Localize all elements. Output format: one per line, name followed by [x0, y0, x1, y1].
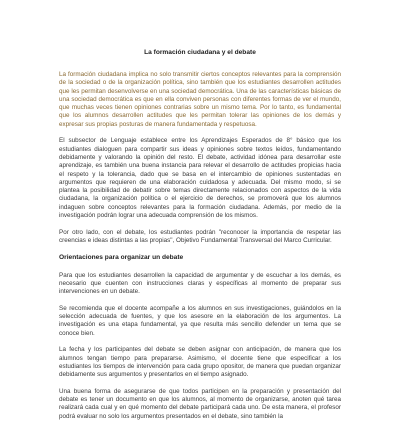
- intro-paragraph-3: Por otro lado, con el debate, los estudiantes podrán "reconocer la importancia de respetar las creencias e ideas distintas a las propias", Objetivo Fundamental Transversal del Marco Curricular.: [59, 228, 341, 244]
- section-heading: Orientaciones para organizar un debate: [59, 253, 184, 261]
- intro-paragraph-2: El subsector de Lenguaje establece entre los Aprendizajes Esperados de 8° básico que los estudiantes dialoguen para compartir sus ideas y opiniones sobre textos leídos, fundamentando debidamente y valorando la opinión del resto. El debate, actividad idónea para desarrollar este aprendizaje, es también una buena instancia para relevar el desarrollo de actitudes propicias hacia el respeto y la tolerancia, dado que se basa en el intercambio de opiniones sustentadas en argumentos que requieren de una elaboración cuidadosa y adecuada. Del mismo modo, si se plantea la posibilidad de debatir sobre temas directamente relacionados con aspectos de la vida ciudadana, la organización política o el ejercicio de derechos, se promoverá que los alumnos indaguen sobre conceptos relevantes para la formación ciudadana. Además, por medio de la investigación podrán lograr una adecuada comprensión de los mismos.: [59, 137, 341, 220]
- section-paragraph-1: Para que los estudiantes desarrollen la capacidad de argumentar y de escuchar a los demás, es necesario que cuenten con instrucciones claras y específicas al momento de preparar sus intervenciones en un debate.: [59, 271, 341, 296]
- document-title: La formación ciudadana y el debate: [144, 49, 256, 56]
- section-paragraph-3: La fecha y los participantes del debate se deben asignar con anticipación, de manera que los alumnos tengan tiempo para prepararse. Asimismo, el docente tiene que especificar a los estudiantes los tiempos de intervención para cada grupo opositor, de manera que puedan organizar debidamente sus argumentos y presentarlos en el tiempo asignado.: [59, 346, 341, 379]
- intro-paragraph-1: La formación ciudadana implica no solo transmitir ciertos conceptos relevantes para la comprensión de la sociedad o de la organización política, sino también que los estudiantes desarrollen actitudes que les permitan desenvolverse en una sociedad democrática. Una de las características básicas de una sociedad democrática es que en ella conviven personas con diferentes formas de ver el mundo, que muchas veces tienen opiniones contrarias sobre un mismo tema. Por lo tanto, es fundamental que los alumnos desarrollen actitudes que les permitan tolerar las opiniones de los demás y expresar sus propias posturas de manera fundamentada y respetuosa.: [59, 71, 341, 128]
- section-paragraph-2: Se recomienda que el docente acompañe a los alumnos en sus investigaciones, guiándolos en la selección adecuada de fuentes, y que los asesore en la elaboración de los argumentos. La investigación es una etapa fundamental, ya que resulta más sencillo defender un tema que se conoce bien.: [59, 304, 341, 337]
- section-paragraph-4: Una buena forma de asegurarse de que todos participen en la preparación y presentación del debate es tener un documento en que los alumnos, al momento de organizarse, anoten qué tarea realizará cada cual y en qué momento del debate participará cada uno. De esta manera, el profesor podrá evaluar no solo los argumentos presentados en el debate, sino también la: [59, 387, 341, 420]
